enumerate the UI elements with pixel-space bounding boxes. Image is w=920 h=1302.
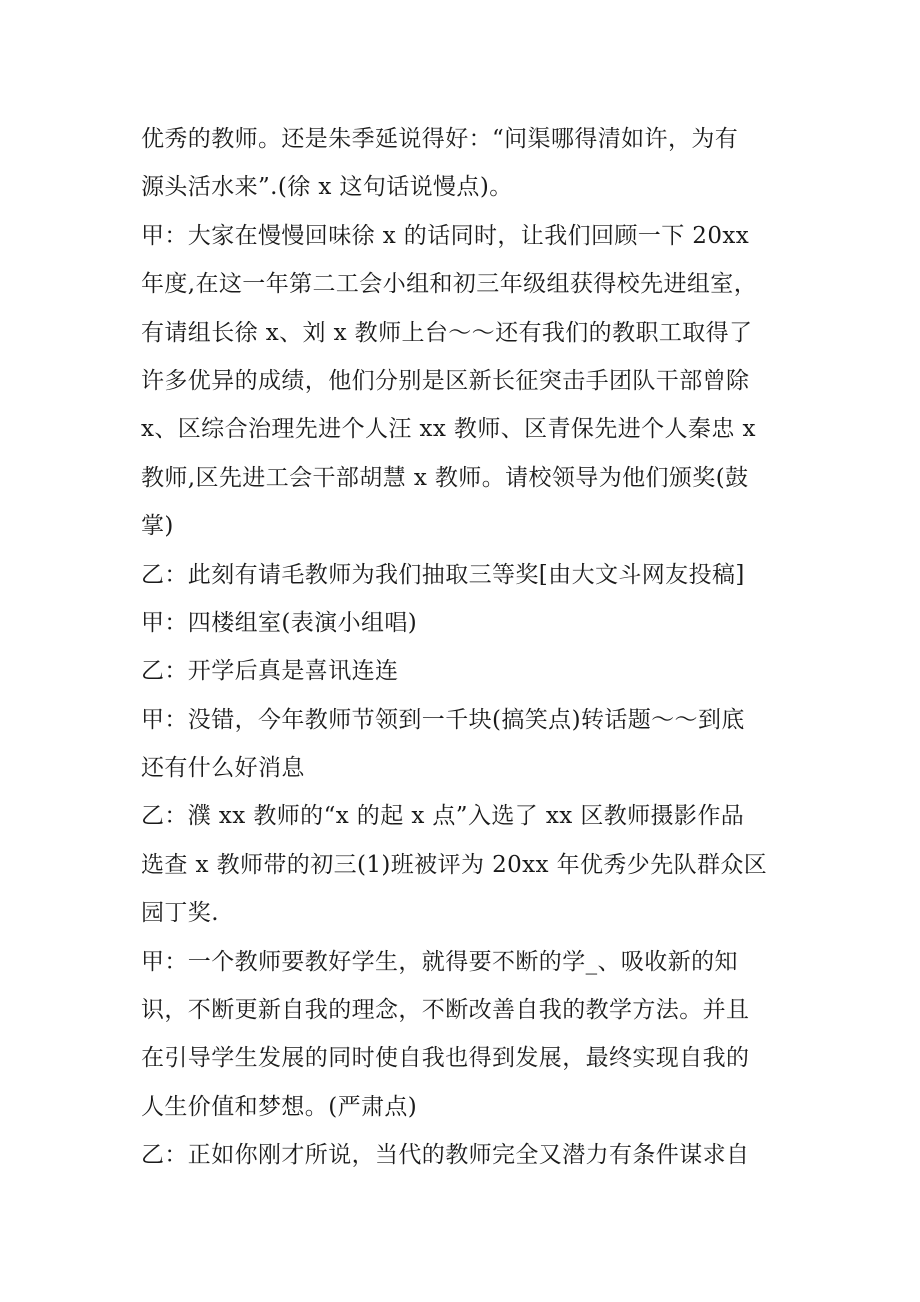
text-line: 年度,在这一年第二工会小组和初三年级组获得校先进组室， (141, 271, 758, 298)
text-line: 选查 x 教师带的初三(1)班被评为 20xx 年优秀少先队群众区 (141, 851, 768, 878)
text-line: 还有什么好消息 (141, 755, 305, 782)
text-line: 在引导学生发展的同时使自我也得到发展，最终实现自我的 (141, 1045, 750, 1072)
text-line: 乙：正如你刚才所说，当代的教师完全又潜力有条件谋求自 (141, 1142, 750, 1169)
text-line: 乙：开学后真是喜讯连连 (141, 658, 399, 685)
text-line: 甲：四楼组室(表演小组唱) (141, 609, 418, 636)
text-line: 许多优异的成绩，他们分别是区新长征突击手团队干部曾除 (141, 367, 750, 394)
text-line: 掌) (141, 513, 174, 540)
text-line: 园丁奖. (141, 900, 219, 927)
text-line: 甲：没错，今年教师节领到一千块(搞笑点)转话题～～到底 (141, 706, 745, 733)
text-line: 教师,区先进工会干部胡慧 x 教师。请校领导为他们颁奖(鼓 (141, 464, 749, 491)
document-body (141, 115, 786, 1180)
text-line: x、区综合治理先进个人汪 xx 教师、区青保先进个人秦忠 x (141, 416, 756, 443)
text-line: 人生价值和梦想。(严肃点) (141, 1093, 418, 1120)
text-line: 优秀的教师。还是朱季延说得好：“问渠哪得清如许，为有 (141, 126, 739, 152)
text-line: 乙：濮 xx 教师的“x 的起 x 点”入选了 xx 区教师摄影作品 (141, 803, 745, 830)
text-line: 识，不断更新自我的理念，不断改善自我的教学方法。并且 (141, 997, 750, 1024)
text-line: 乙：此刻有请毛教师为我们抽取三等奖[由大文斗网友投稿] (141, 561, 745, 588)
text-line: 甲：大家在慢慢回味徐 x 的话同时，让我们回顾一下 20xx (141, 222, 750, 249)
text-line: 有请组长徐 x、刘 x 教师上台～～还有我们的教职工取得了 (141, 319, 753, 346)
text-line: 甲：一个教师要教好学生，就得要不断的学_、吸收新的知 (141, 948, 738, 975)
text-line: 源头活水来”.(徐 x 这句话说慢点)。 (141, 174, 513, 201)
